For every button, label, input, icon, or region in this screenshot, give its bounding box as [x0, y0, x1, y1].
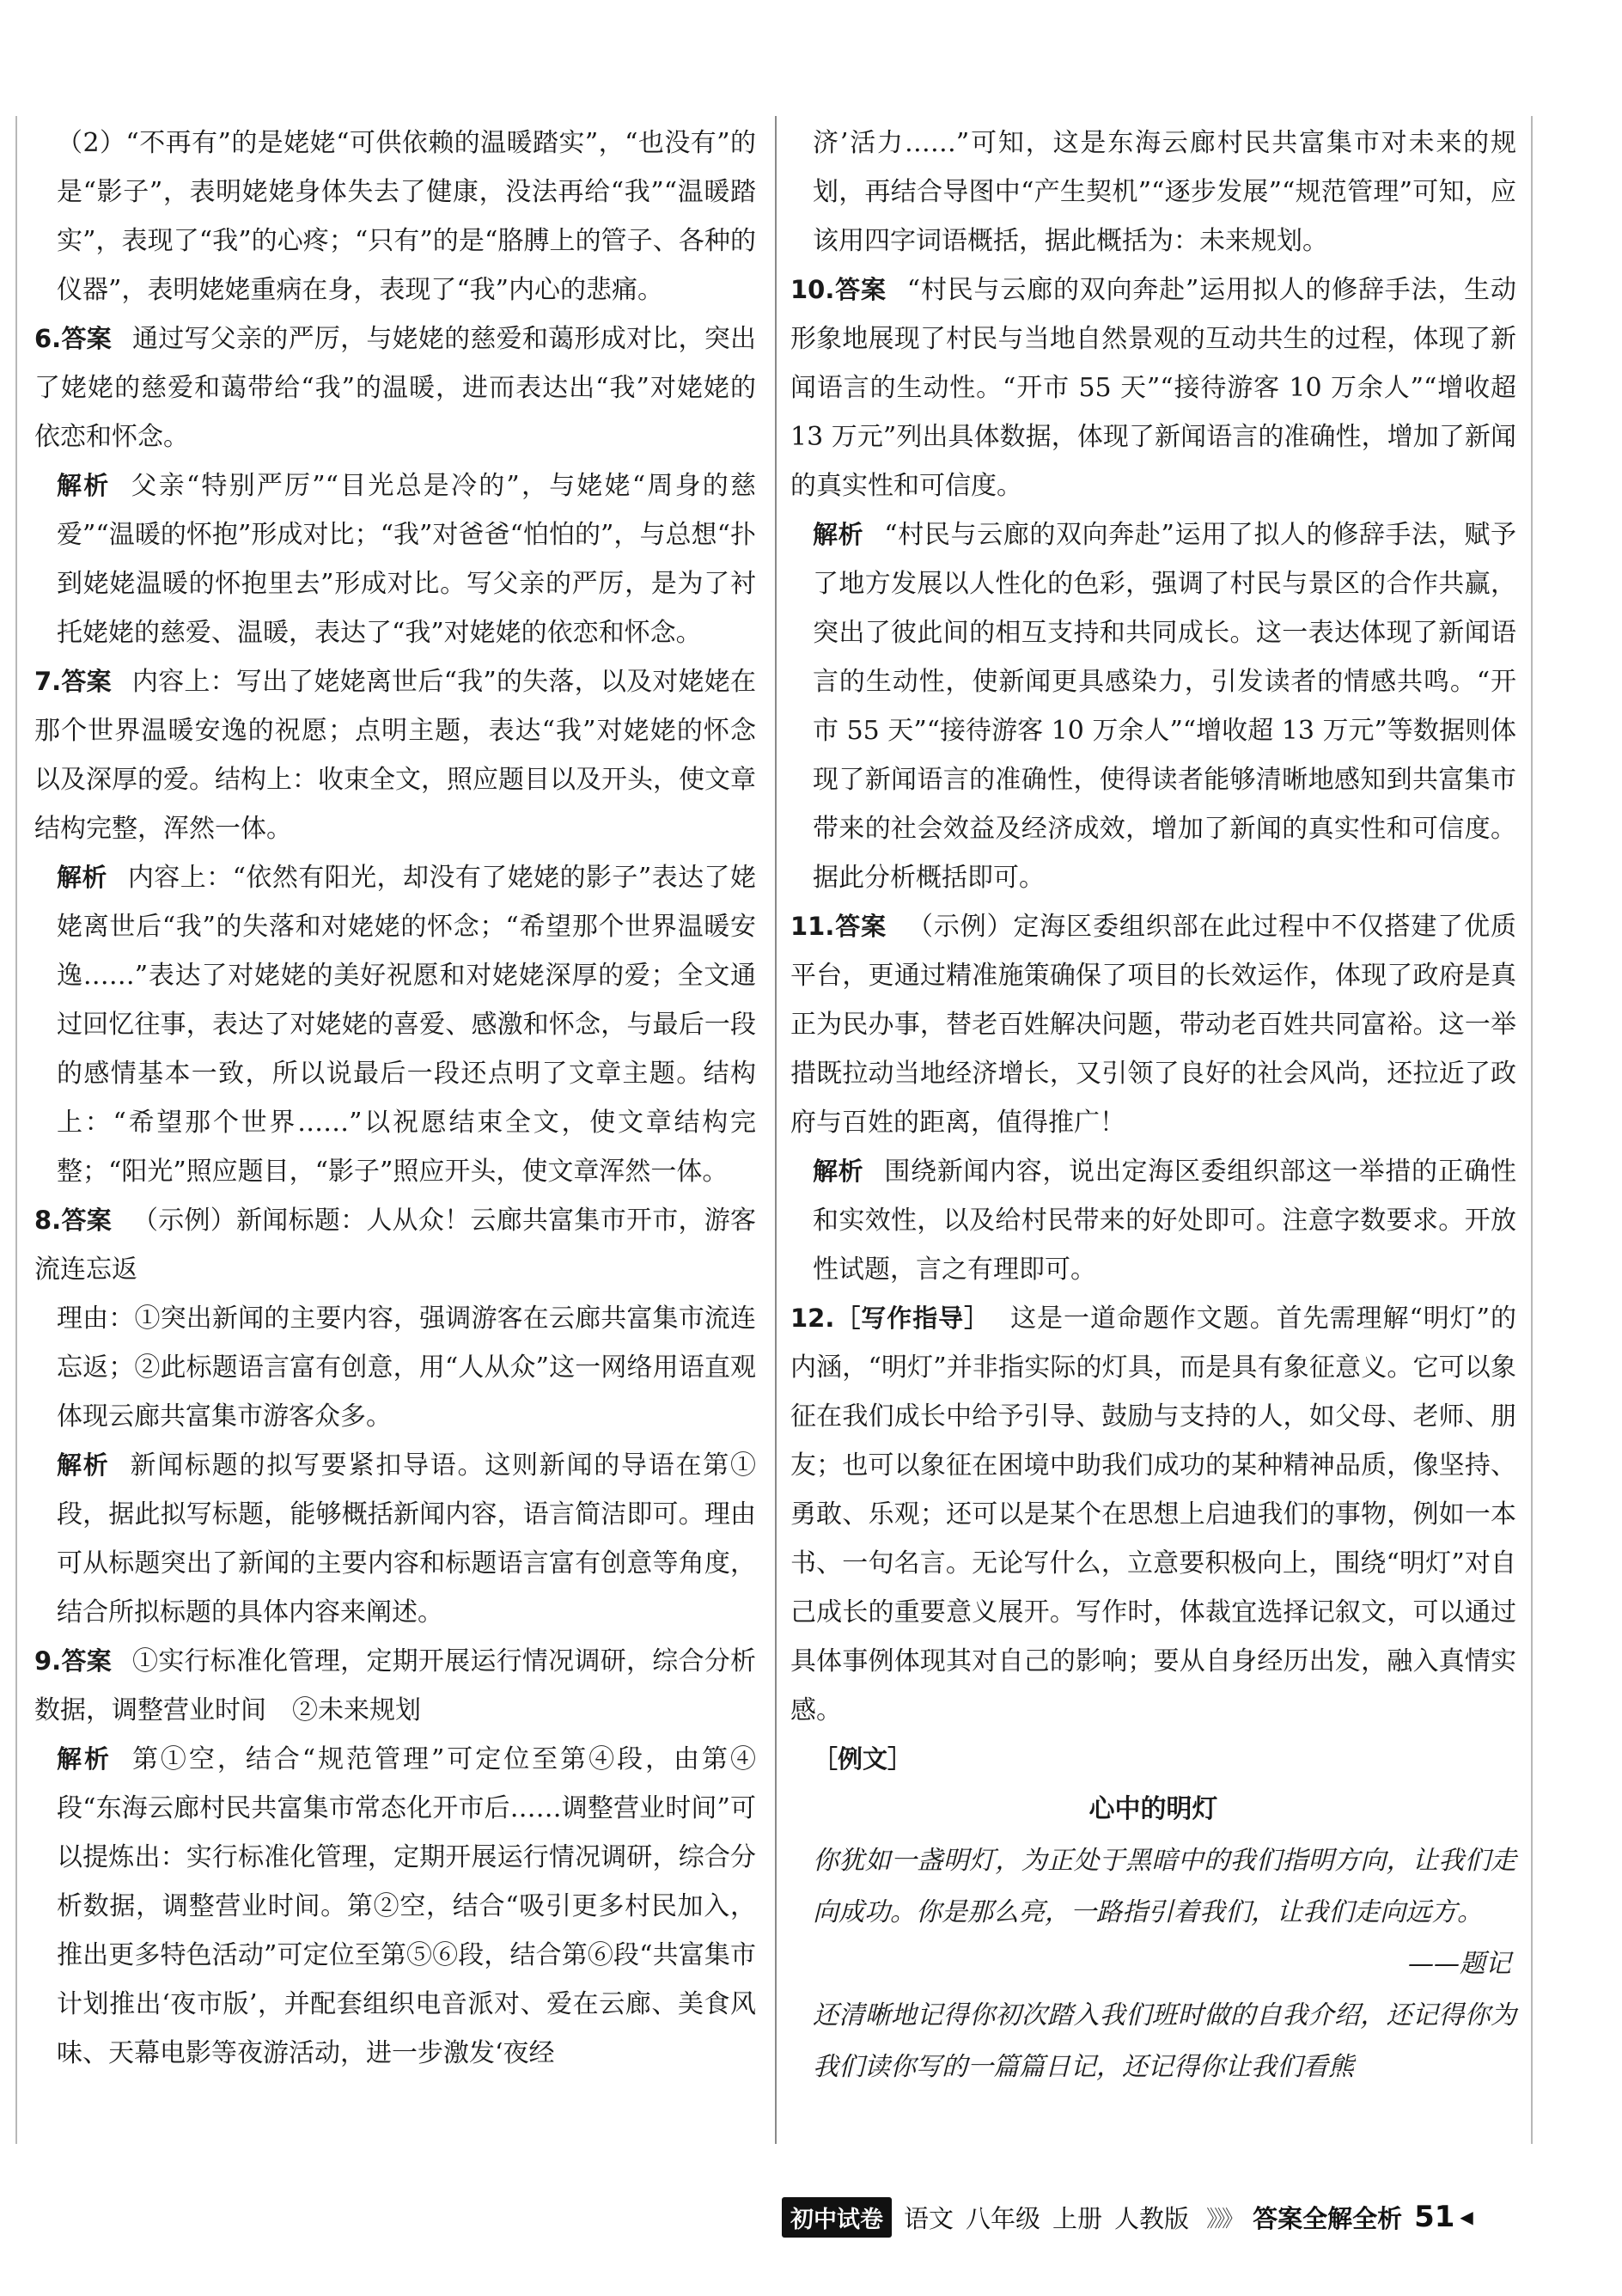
answer-label: 答案	[61, 324, 112, 353]
right-margin-rule	[1531, 116, 1533, 2144]
q6-number: 6.	[34, 324, 62, 353]
page-footer	[782, 2191, 1473, 2243]
footer-volume: 上册	[1052, 2203, 1103, 2233]
q9-analysis: 解析 第①空，结合“规范管理”可定位至第④段，由第④段“东海云廊村民共富集市常态化开市后……调整营业时间”可以提炼出：实行标准化管理，定期开展运行情况调研，综合分析数据，调整营业时间。第②空，结合“吸引更多村民加入，推出更多特色活动”可定位至第⑤⑥段，结合第⑥段“共富集市计划推出‘夜市版’，并配套组织电音派对、爱在云廊、美食风味、天幕电影等夜游活动，进一步激发‘夜经	[57, 1744, 756, 2068]
footer-subject: 语文	[904, 2203, 954, 2233]
triangle-left-icon: ◀	[1460, 2207, 1473, 2227]
q8-analysis: 解析 新闻标题的拟写要紧扣导语。这则新闻的导语在第①段，据此拟写标题，能够概括新闻内容，语言简洁即可。理由可从标题突出了新闻的主要内容和标题语言富有创意等角度，结合所拟标题的具体内容来阐述。	[57, 1450, 756, 1627]
q9-number: 9.	[34, 1646, 62, 1676]
q8-number: 8.	[34, 1206, 62, 1235]
analysis-label: 解析	[57, 863, 107, 892]
answer-label: 答案	[834, 912, 887, 941]
example-label: ［例文］	[813, 1744, 913, 1774]
analysis-label: 解析	[57, 1744, 112, 1774]
analysis-label: 解析	[57, 1450, 110, 1480]
footer-title: 答案全解全析	[1253, 2203, 1403, 2233]
footer-edition: 人教版	[1114, 2203, 1190, 2233]
q9-analysis-continued: 济’活力……”可知，这是东海云廊村民共富集市对未来的规划，再结合导图中“产生契机”“逐步发展”“规范管理”可知，应该用四字词语概括，据此概括为：未来规划。	[813, 128, 1516, 256]
q7-number: 7.	[34, 667, 62, 696]
q12-guide: 12.［写作指导］ 这是一道命题作文题。首先需理解“明灯”的内涵，“明灯”并非指实际的灯具，而是具有象征意义。它可以象征在我们成长中给予引导、鼓励与支持的人，如父母、老师、朋友；也可以象征在困境中助我们成功的某种精神品质，像坚持、勇敢、乐观；还可以是某个在思想上启迪我们的事物，例如一本书、一句名言。无论写什么，立意要积极向上，围绕“明灯”对自己成长的重要意义展开。写作时，体裁宜选择记叙文，可以通过具体事例体现其对自己的影响；要从自身经历出发，融入真情实感。	[790, 1304, 1516, 1725]
q10-analysis: 解析 “村民与云廊的双向奔赴”运用了拟人的修辞手法，赋予了地方发展以人性化的色彩，强调了村民与景区的合作共赢，突出了彼此间的相互支持和共同成长。这一表达体现了新闻语言的生动性，使新闻更具感染力，引发读者的情感共鸣。“开市 55 天”“接待游客 10 万余人”“增收超 13 万元”等数据则体现了新闻语言的准确性，使得读者能够清晰地感知到共富集市带来的社会效益及经济成效，增加了新闻的真实性和可信度。据此分析概括即可。	[813, 520, 1516, 893]
essay-epigraph: 你犹如一盏明灯，为正处于黑暗中的我们指明方向，让我们走向成功。你是那么亮，一路指引着我们，让我们走向远方。	[813, 1846, 1516, 1927]
q6-answer: 6.答案 通过写父亲的严厉，与姥姥的慈爱和蔼形成对比，突出了姥姥的慈爱和蔼带给“我”的温暖，进而表达出“我”对姥姥的依恋和怀念。	[34, 324, 756, 452]
essay-epigraph-sign: ——题记	[1408, 1949, 1511, 1979]
analysis-label: 解析	[813, 520, 864, 549]
q7-analysis: 解析 内容上：“依然有阳光，却没有了姥姥的影子”表达了姥姥离世后“我”的失落和对姥姥的怀念；“希望那个世界温暖安逸……”表达了对姥姥的美好祝愿和对姥姥深厚的爱；全文通过回忆往事，表达了对姥姥的喜爱、感激和怀念，与最后一段的感情基本一致，所以说最后一段还点明了文章主题。结构上：“希望那个世界……”以祝愿结束全文，使文章结构完整；“阳光”照应题目，“影子”照应开头，使文章浑然一体。	[57, 863, 756, 1187]
answer-label: 答案	[61, 1206, 112, 1235]
analysis-label: 解析	[57, 471, 111, 500]
writing-guide-label: ［写作指导］	[834, 1304, 991, 1333]
left-margin-rule	[15, 116, 17, 2144]
q6-analysis: 解析 父亲“特别严厉”“目光总是冷的”，与姥姥“周身的慈爱”“温暖的怀抱”形成对比；“我”对爸爸“怕怕的”，与总想“扑到姥姥温暖的怀抱里去”形成对比。写父亲的严厉，是为了衬托姥姥的慈爱、温暖，表达了“我”对姥姥的依恋和怀念。	[57, 471, 756, 648]
q11-number: 11.	[790, 912, 835, 941]
q9-answer: 9.答案 ①实行标准化管理，定期开展运行情况调研，综合分析数据，调整营业时间 ②未来规划	[34, 1646, 756, 1725]
series-logo: 初中试卷	[782, 2197, 892, 2238]
q10-number: 10.	[790, 275, 835, 304]
analysis-label: 解析	[813, 1157, 864, 1186]
column-divider	[775, 116, 777, 2144]
page-number: 51	[1414, 2200, 1455, 2234]
q11-answer: 11.答案 （示例）定海区委组织部在此过程中不仅搭建了优质平台，更通过精准施策确保了项目的长效运作，体现了政府是真正为民办事，替老百姓解决问题，带动老百姓共同富裕。这一举措既拉动当地经济增长，又引领了良好的社会风尚，还拉近了政府与百姓的距离，值得推广！	[790, 912, 1516, 1138]
answer-label: 答案	[61, 667, 112, 696]
right-column	[790, 119, 1516, 2093]
left-column	[34, 119, 756, 2078]
essay-body: 还清晰地记得你初次踏入我们班时做的自我介绍，还记得你为我们读你写的一篇篇日记，还记得你让我们看熊	[813, 2000, 1516, 2082]
answer-label: 答案	[834, 275, 887, 304]
essay-title: 心中的明灯	[1088, 1794, 1218, 1824]
q11-analysis: 解析 围绕新闻内容，说出定海区委组织部这一举措的正确性和实效性，以及给村民带来的好处即可。注意字数要求。开放性试题，言之有理即可。	[813, 1157, 1516, 1285]
q8-reason: 理由：①突出新闻的主要内容，强调游客在云廊共富集市流连忘返；②此标题语言富有创意，用“人从众”这一网络用语直观体现云廊共富集市游客众多。	[57, 1304, 756, 1432]
footer-grade: 八年级	[966, 2203, 1041, 2233]
answer-label: 答案	[61, 1646, 112, 1676]
q10-answer: 10.答案 “村民与云廊的双向奔赴”运用拟人的修辞手法，生动形象地展现了村民与当地自然景观的互动共生的过程，体现了新闻语言的生动性。“开市 55 天”“接待游客 10 万余人”“增收超 13 万元”列出具体数据，体现了新闻语言的准确性，增加了新闻的真实性和可信度。	[790, 275, 1516, 501]
chevron-right-icon: 》》》	[1206, 2206, 1241, 2232]
q7-answer: 7.答案 内容上：写出了姥姥离世后“我”的失落，以及对姥姥在那个世界温暖安逸的祝愿；点明主题，表达“我”对姥姥的怀念以及深厚的爱。结构上：收束全文，照应题目以及开头，使文章结构完整，浑然一体。	[34, 667, 756, 844]
q8-answer: 8.答案 （示例）新闻标题：人从众！云廊共富集市开市，游客流连忘返	[34, 1206, 756, 1285]
q12-number: 12.	[790, 1304, 835, 1333]
q5-part2: （2）“不再有”的是姥姥“可供依赖的温暖踏实”，“也没有”的是“影子”，表明姥姥身体失去了健康，没法再给“我”“温暖踏实”，表现了“我”的心疼；“只有”的是“胳膊上的管子、各种的仪器”，表明姥姥重病在身，表现了“我”内心的悲痛。	[57, 128, 756, 305]
